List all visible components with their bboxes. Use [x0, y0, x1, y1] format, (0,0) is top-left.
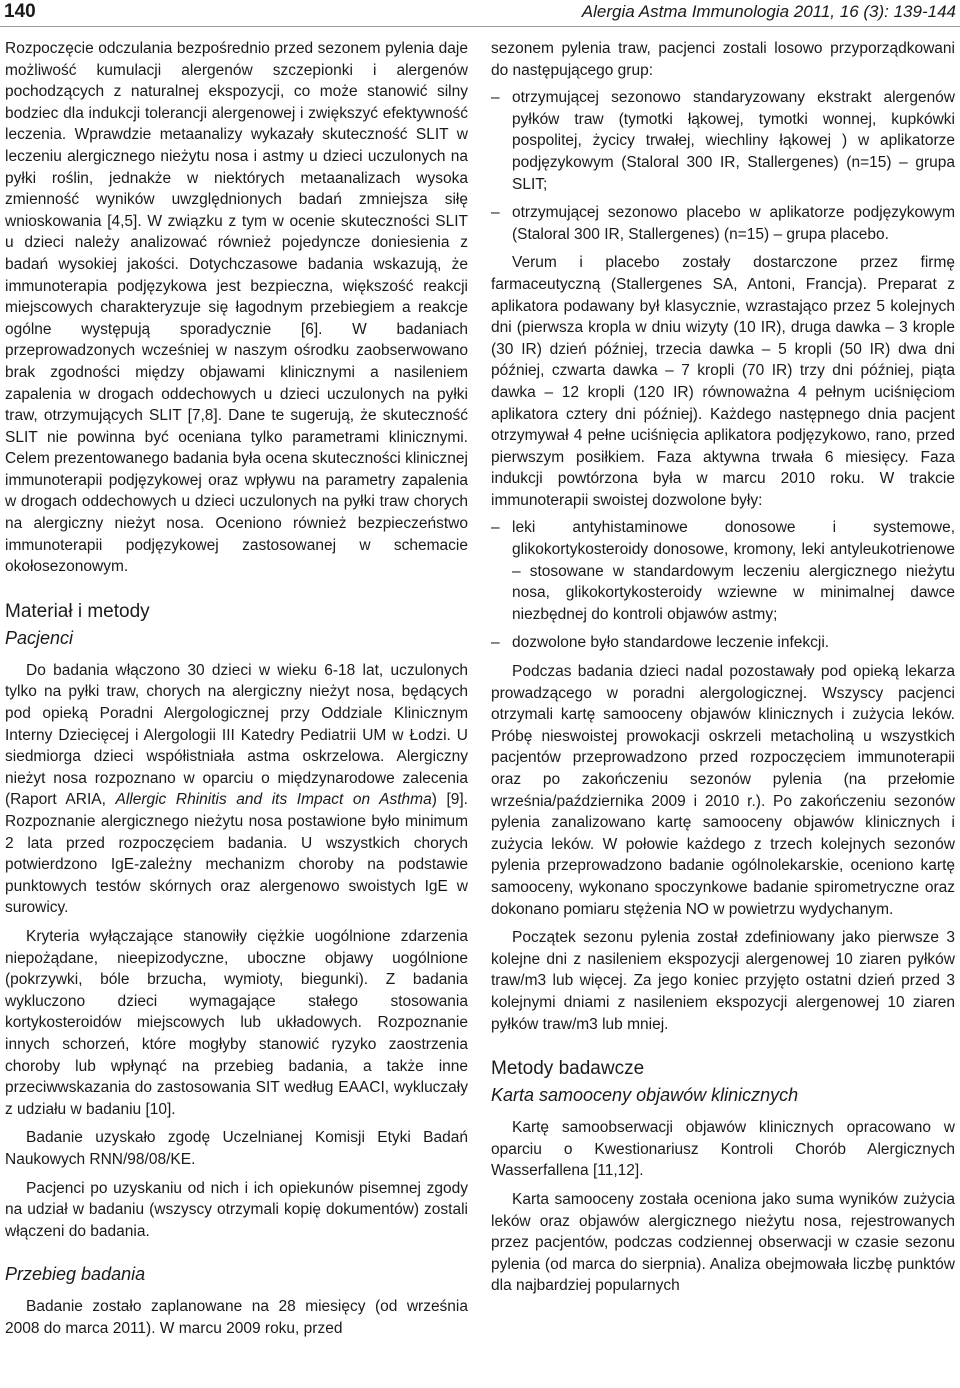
- group-list: [491, 87, 955, 245]
- subsection-title-patients: Pacjenci: [5, 627, 74, 648]
- ethics-paragraph: Badanie uzyskało zgodę Uczelnianej Komisji Etyki Badań Naukowych RNN/98/08/KE.: [5, 1129, 468, 1168]
- list-item-text: otrzymującej sezonowo standaryzowany ekstrakt alergenów pyłków traw (tymotki łąkowej, tymotki wonnej, kupkówki pospolitej, życicy trwałej, wiechliny łąkowej ) w aplikatorze podjęzykowym (Staloral 300 IR, Stallergenes) (n=15) – grupa SLIT;: [512, 89, 955, 193]
- season-definition-paragraph: Początek sezonu pylenia został zdefiniowany jako pierwsze 3 kolejne dni z nasileniem ekspozycji alergenowej 10 ziaren pyłków traw/m3 lub więcej. Za jego koniec przyjęto ostatni dzień przed 3 kolejnymi dniami z nasileniem ekspozycji alergenowej 10 ziaren pyłków traw/m3 lub mniej.: [491, 929, 955, 1033]
- list-item-text: leki antyhistaminowe donosowe i systemowe, glikokortykosteroidy donosowe, kromony, leki antyleukotrienowe – stosowane w standardowym leczeniu alergicznego nieżytu nosa, glikokortykosteroidy wziewne w minimalnej dawce niezbędnej do kontroli objawów astmy;: [512, 519, 955, 623]
- section-title-research-methods: Metody badawcze: [491, 1058, 645, 1080]
- list-item: – dozwolone było standardowe leczenie infekcji.: [491, 634, 830, 652]
- list-item: – leki antyhistaminowe donosowe i systemowe, glikokortykosteroidy donosowe, kromony, leki antyleukotrienowe – stosowane w standardowym leczeniu alergicznego nieżytu nosa, glikokortykosteroidy wziewne w minimalnej dawce niezbędnej do kontroli objawów astmy;: [491, 519, 955, 623]
- section-title-materials-methods: Materiał i metody: [5, 600, 150, 622]
- list-item-text: otrzymującej sezonowo placebo w aplikatorze podjęzykowym (Staloral 300 IR, Stallergenes) (n=15) – grupa placebo.: [512, 204, 955, 243]
- list-item-text: dozwolone było standardowe leczenie infekcji.: [512, 634, 830, 652]
- journal-citation: Alergia Astma Immunologia 2011, 16 (3): 139-144: [581, 2, 956, 21]
- subsection-title-course: Przebieg badania: [5, 1264, 146, 1285]
- list-item: – otrzymującej sezonowo placebo w aplikatorze podjęzykowym (Staloral 300 IR, Stallergenes) (n=15) – grupa placebo.: [491, 204, 955, 243]
- card-paragraph-1: Kartę samoobserwacji objawów klinicznych opracowano w oparciu o Kwestionariusz Kontroli Chorób Alergicznych Wasserfallena [11,12].: [491, 1119, 955, 1180]
- card-paragraph-2: Karta samooceny została oceniona jako suma wyników zużycia leków oraz objawów alergicznego nieżytu nosa, rejestrowanych przez pacjentów, podczas codziennej obserwacji w czasie sezonu pylenia (od marca do sierpnia). Analiza obejmowała liczbę punktów dla najbardziej popularnych: [491, 1190, 955, 1295]
- consent-paragraph: Pacjenci po uzyskaniu od nich i ich opiekunów pisemnej zgody na udział w badaniu (wszyscy otrzymali kopię dokumentów) zostali włączeni do badania.: [5, 1179, 468, 1240]
- page-header: [0, 0, 960, 27]
- subsection-title-self-assessment-card: Karta samooceny objawów klinicznych: [491, 1085, 799, 1106]
- patients-paragraph: [5, 660, 468, 919]
- verum-paragraph: Verum i placebo zostały dostarczone przez firmę farmaceutyczną (Stallergenes SA, Antoni, Francja). Preparat z aplikatora podawany był klasycznie, wzrastająco przez 5 kolejnych dni (pierwsza kropla w dniu wizyty (10 IR), druga dawka – 3 krople (30 IR) dzień później, trzecia dawka – 5 kropli (50 IR) dwa dni później, czwarta dawka – 7 kropli (70 IR) trzy dni później, piąta dawka – 12 kropli (120 IR) równoważna 4 pełnym uciśnięciom aplikatora cztery dni później). Każdego następnego dnia pacjent otrzymywał 4 pełne uciśnięcia aplikatora podjęzykowo, rano, przed pierwszym posiłkiem. Faza aktywna trwała 6 miesięcy. Faza indukcji powtórzona była w marcu 2010 roku. W trakcie immunoterapii swoistej dozwolone były:: [491, 254, 955, 509]
- left-column: [5, 38, 468, 1339]
- grouping-paragraph: sezonem pylenia traw, pacjenci zostali losowo przyporządkowani do następującego grup:: [491, 40, 955, 79]
- right-column: [491, 38, 955, 1297]
- allowed-medication-list: [491, 517, 955, 654]
- list-item: – otrzymującej sezonowo standaryzowany ekstrakt alergenów pyłków traw (tymotki łąkowej, tymotki wonnej, kupkówki pospolitej, życicy trwałej, wiechliny łąkowej ) w aplikatorze podjęzykowym (Staloral 300 IR, Stallergenes) (n=15) – grupa SLIT;: [491, 89, 955, 193]
- patients-text-italic: Allergic Rhinitis and its Impact on Asthma: [115, 791, 432, 809]
- patients-text-b: ) [9]. Rozpoznanie alergicznego nieżytu nosa postawione było minimum 2 lata przed rozpoczęciem badania. U wszystkich chorych potwierdzono IgE-zależny mechanizm choroby na podstawie punktowych testów skórnych oraz alergenowo swoistych IgE w surowicy.: [5, 791, 468, 917]
- care-paragraph: Podczas badania dzieci nadal pozostawały pod opieką lekarza prowadzącego w poradni alergologicznej. Wszyscy pacjenci otrzymali kartę samooceny objawów klinicznych i zużycia leków. Próbę nieswoistej prowokacji oskrzeli metacholiną u wszystkich pacjentów przeprowadzono przed rozpoczęciem immunoterapii oraz po zakończeniu sezonów pylenia (na przełomie września/października 2009 i 2010 r.). Po zakończeniu sezonów pylenia zanalizowano kartę samooceny objawów klinicznych i zużycia leków. W połowie każdego z trzech kolejnych sezonów pylenia przeprowadzono badanie ogólnolekarskie, oceniono kartę samooceny, wykonano spoczynkowe badanie spirometryczne oraz dokonano pomiaru stężenia NO w powietrzu wydychanym.: [491, 663, 955, 918]
- exclusion-paragraph: Kryteria wyłączające stanowiły ciężkie uogólnione zdarzenia niepożądane, nieepizodyczne, uboczne objawy uogólnione (pokrzywki, bóle brzucha, wymioty, biegunki). Z badania wykluczono dzieci wymagające stałego stosowania kortykosteroidów miejscowych lub układowych. Rozpoznanie innych schorzeń, które mogłyby stanowić ryzyko zaostrzenia choroby lub wpłynąć na przebieg badania, a także inne przeciwwskazania do zastosowania SIT według EAACI, wykluczały z udziału w badaniu [10].: [5, 927, 468, 1118]
- page-number: 140: [4, 1, 36, 22]
- patients-text-a: Do badania włączono 30 dzieci w wieku 6-18 lat, uczulonych tylko na pyłki traw, chorych na alergiczny nieżyt nosa, będących pod opieką Poradni Alergologicznej przy Oddziale Klinicznym Interny Dziecięcej i Alergologii III Katedry Pediatrii UM w Łodzi. U siedmiorga dzieci współistniała astma oskrzelowa. Alergiczny nieżyt nosa rozpoznano w oparciu o międzynarodowe zalecenia (Raport ARIA,: [5, 661, 468, 809]
- intro-paragraph: Rozpoczęcie odczulania bezpośrednio przed sezonem pylenia daje możliwość kumulacji alergenów szczepionki i alergenów pochodzących z naturalnej ekspozycji, co może stanowić silny bodziec dla indukcji tolerancji alergenowej i zwiększyć efektywność leczenia. Wprawdzie metaanalizy wykazały skuteczność SLIT w leczeniu alergicznego nieżytu nosa i astmy u dzieci uczulonych na pyłki roślin, jednakże w niektórych metaanalizach wysoka zmienność wyników uwzględnionych badań zmniejsza siłę wnioskowania [4,5]. W związku z tym w ocenie skuteczności SLIT u dzieci należy analizować również pojedyncze doniesienia z badań wysokiej jakości. Dotychczasowe badania wskazują, że immunoterapia podjęzykowa jest bezpieczna, większość reakcji miejscowych charakteryzuje się łagodnym przebiegiem a reakcje ogólne występują sporadycznie [6]. W badaniach przeprowadzonych wcześniej w naszym ośrodku zaobserwowano brak zgodności między objawami klinicznymi a nasileniem zapalenia w drogach oddechowych u dzieci uczulonych na pyłki traw, otrzymujących SLIT [7,8]. Dane te sugerują, że skuteczność SLIT nie powinna być oceniana tylko parametrami klinicznymi. Celem prezentowanego badania była ocena skuteczności klinicznej immunoterapii podjęzykowej oraz wpływu na parametry zapalenia w drogach oddechowych u dzieci uczulonych na pyłki traw chorych na alergiczny nieżyt nosa. Oceniono również bezpieczeństwo immunoterapii podjęzykowej zastosowanej w schemacie okołosezonowym.: [5, 40, 468, 576]
- course-paragraph: Badanie zostało zaplanowane na 28 miesięcy (od września 2008 do marca 2011). W marcu 2009 roku, przed: [5, 1298, 468, 1337]
